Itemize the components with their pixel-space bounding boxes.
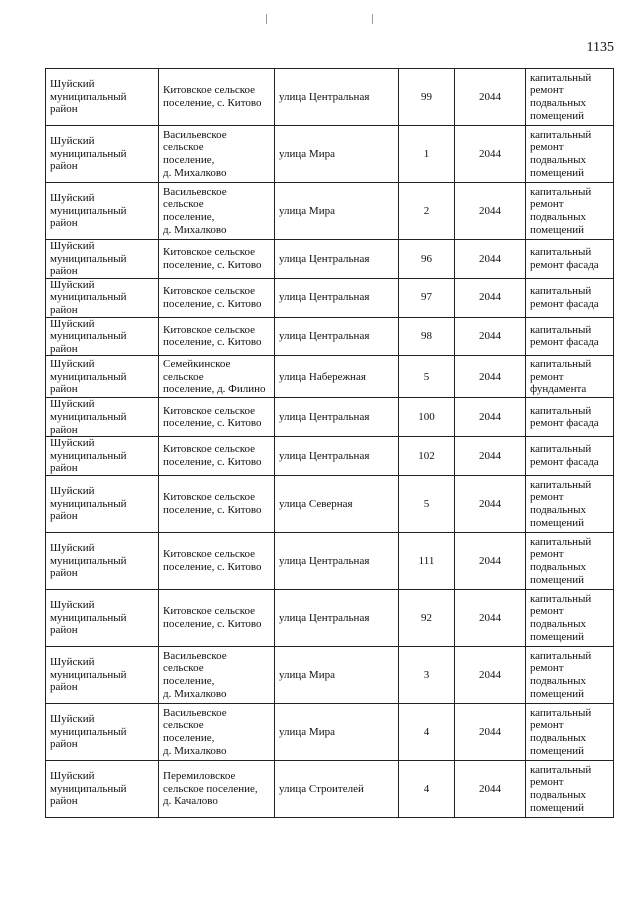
repair-year-cell: 2044 [455, 532, 526, 589]
work-type-cell: капитальный ремонт подвальных помещений [526, 126, 614, 183]
house-number-cell: 92 [399, 589, 455, 646]
settlement-cell: Китовское сельское поселение, с. Китово [159, 589, 275, 646]
repair-year-cell: 2044 [455, 589, 526, 646]
work-type-cell: капитальный ремонт фасада [526, 317, 614, 356]
work-type-cell: капитальный ремонт подвальных помещений [526, 703, 614, 760]
table-row [46, 278, 614, 317]
work-type-cell: капитальный ремонт подвальных помещений [526, 69, 614, 126]
district-cell: Шуйский муниципальный район [46, 126, 159, 183]
settlement-cell: Васильевское сельское поселение, д. Михалково [159, 183, 275, 240]
table-row [46, 703, 614, 760]
table-row [46, 356, 614, 398]
street-cell: улица Центральная [275, 589, 399, 646]
street-cell: улица Северная [275, 475, 399, 532]
work-type-cell: капитальный ремонт фасада [526, 437, 614, 476]
house-number-cell: 4 [399, 703, 455, 760]
page-number: 1135 [586, 40, 614, 55]
house-number-cell: 99 [399, 69, 455, 126]
repair-year-cell: 2044 [455, 126, 526, 183]
settlement-cell: Китовское сельское поселение, с. Китово [159, 69, 275, 126]
house-number-cell: 2 [399, 183, 455, 240]
district-cell: Шуйский муниципальный район [46, 703, 159, 760]
district-cell: Шуйский муниципальный район [46, 532, 159, 589]
table-row [46, 475, 614, 532]
table-row [46, 646, 614, 703]
house-number-cell: 111 [399, 532, 455, 589]
district-cell: Шуйский муниципальный район [46, 356, 159, 398]
work-type-cell: капитальный ремонт фасада [526, 398, 614, 437]
settlement-cell: Китовское сельское поселение, с. Китово [159, 278, 275, 317]
table-row [46, 589, 614, 646]
house-number-cell: 4 [399, 760, 455, 817]
table-row [46, 126, 614, 183]
settlement-cell: Перемиловское сельское поселение, д. Качалово [159, 760, 275, 817]
settlement-cell: Васильевское сельское поселение, д. Михалково [159, 646, 275, 703]
street-cell: улица Мира [275, 703, 399, 760]
street-cell: улица Центральная [275, 278, 399, 317]
street-cell: улица Центральная [275, 532, 399, 589]
table-row [46, 437, 614, 476]
table-row [46, 240, 614, 279]
district-cell: Шуйский муниципальный район [46, 760, 159, 817]
street-cell: улица Центральная [275, 240, 399, 279]
street-cell: улица Центральная [275, 69, 399, 126]
house-number-cell: 98 [399, 317, 455, 356]
repair-year-cell: 2044 [455, 240, 526, 279]
work-type-cell: капитальный ремонт фундамента [526, 356, 614, 398]
scan-artifact-mark [372, 14, 373, 24]
repair-year-cell: 2044 [455, 760, 526, 817]
house-number-cell: 1 [399, 126, 455, 183]
table-row [46, 760, 614, 817]
district-cell: Шуйский муниципальный район [46, 398, 159, 437]
work-type-cell: капитальный ремонт подвальных помещений [526, 475, 614, 532]
table-row [46, 532, 614, 589]
repair-year-cell: 2044 [455, 646, 526, 703]
repair-year-cell: 2044 [455, 475, 526, 532]
district-cell: Шуйский муниципальный район [46, 278, 159, 317]
work-type-cell: капитальный ремонт подвальных помещений [526, 646, 614, 703]
work-type-cell: капитальный ремонт подвальных помещений [526, 760, 614, 817]
capital-repair-table [45, 68, 614, 818]
street-cell: улица Центральная [275, 437, 399, 476]
house-number-cell: 100 [399, 398, 455, 437]
repair-year-cell: 2044 [455, 183, 526, 240]
street-cell: улица Набережная [275, 356, 399, 398]
settlement-cell: Васильевское сельское поселение, д. Михалково [159, 703, 275, 760]
house-number-cell: 96 [399, 240, 455, 279]
house-number-cell: 3 [399, 646, 455, 703]
settlement-cell: Китовское сельское поселение, с. Китово [159, 532, 275, 589]
street-cell: улица Центральная [275, 398, 399, 437]
district-cell: Шуйский муниципальный район [46, 69, 159, 126]
repair-year-cell: 2044 [455, 317, 526, 356]
house-number-cell: 102 [399, 437, 455, 476]
repair-year-cell: 2044 [455, 437, 526, 476]
work-type-cell: капитальный ремонт подвальных помещений [526, 589, 614, 646]
work-type-cell: капитальный ремонт подвальных помещений [526, 532, 614, 589]
district-cell: Шуйский муниципальный район [46, 475, 159, 532]
district-cell: Шуйский муниципальный район [46, 589, 159, 646]
house-number-cell: 5 [399, 475, 455, 532]
work-type-cell: капитальный ремонт фасада [526, 240, 614, 279]
street-cell: улица Строителей [275, 760, 399, 817]
work-type-cell: капитальный ремонт подвальных помещений [526, 183, 614, 240]
repair-year-cell: 2044 [455, 356, 526, 398]
settlement-cell: Китовское сельское поселение, с. Китово [159, 240, 275, 279]
table-row [46, 317, 614, 356]
street-cell: улица Мира [275, 646, 399, 703]
street-cell: улица Мира [275, 126, 399, 183]
scan-artifact-mark [266, 14, 267, 24]
settlement-cell: Семейкинское сельское поселение, д. Филино [159, 356, 275, 398]
work-type-cell: капитальный ремонт фасада [526, 278, 614, 317]
street-cell: улица Мира [275, 183, 399, 240]
district-cell: Шуйский муниципальный район [46, 646, 159, 703]
house-number-cell: 5 [399, 356, 455, 398]
repair-year-cell: 2044 [455, 69, 526, 126]
table-row [46, 69, 614, 126]
settlement-cell: Китовское сельское поселение, с. Китово [159, 317, 275, 356]
settlement-cell: Китовское сельское поселение, с. Китово [159, 398, 275, 437]
street-cell: улица Центральная [275, 317, 399, 356]
table-body [46, 69, 614, 818]
repair-year-cell: 2044 [455, 398, 526, 437]
settlement-cell: Китовское сельское поселение, с. Китово [159, 437, 275, 476]
settlement-cell: Васильевское сельское поселение, д. Михалково [159, 126, 275, 183]
district-cell: Шуйский муниципальный район [46, 437, 159, 476]
district-cell: Шуйский муниципальный район [46, 317, 159, 356]
table-row [46, 183, 614, 240]
settlement-cell: Китовское сельское поселение, с. Китово [159, 475, 275, 532]
house-number-cell: 97 [399, 278, 455, 317]
repair-year-cell: 2044 [455, 703, 526, 760]
district-cell: Шуйский муниципальный район [46, 183, 159, 240]
table-row [46, 398, 614, 437]
district-cell: Шуйский муниципальный район [46, 240, 159, 279]
repair-year-cell: 2044 [455, 278, 526, 317]
